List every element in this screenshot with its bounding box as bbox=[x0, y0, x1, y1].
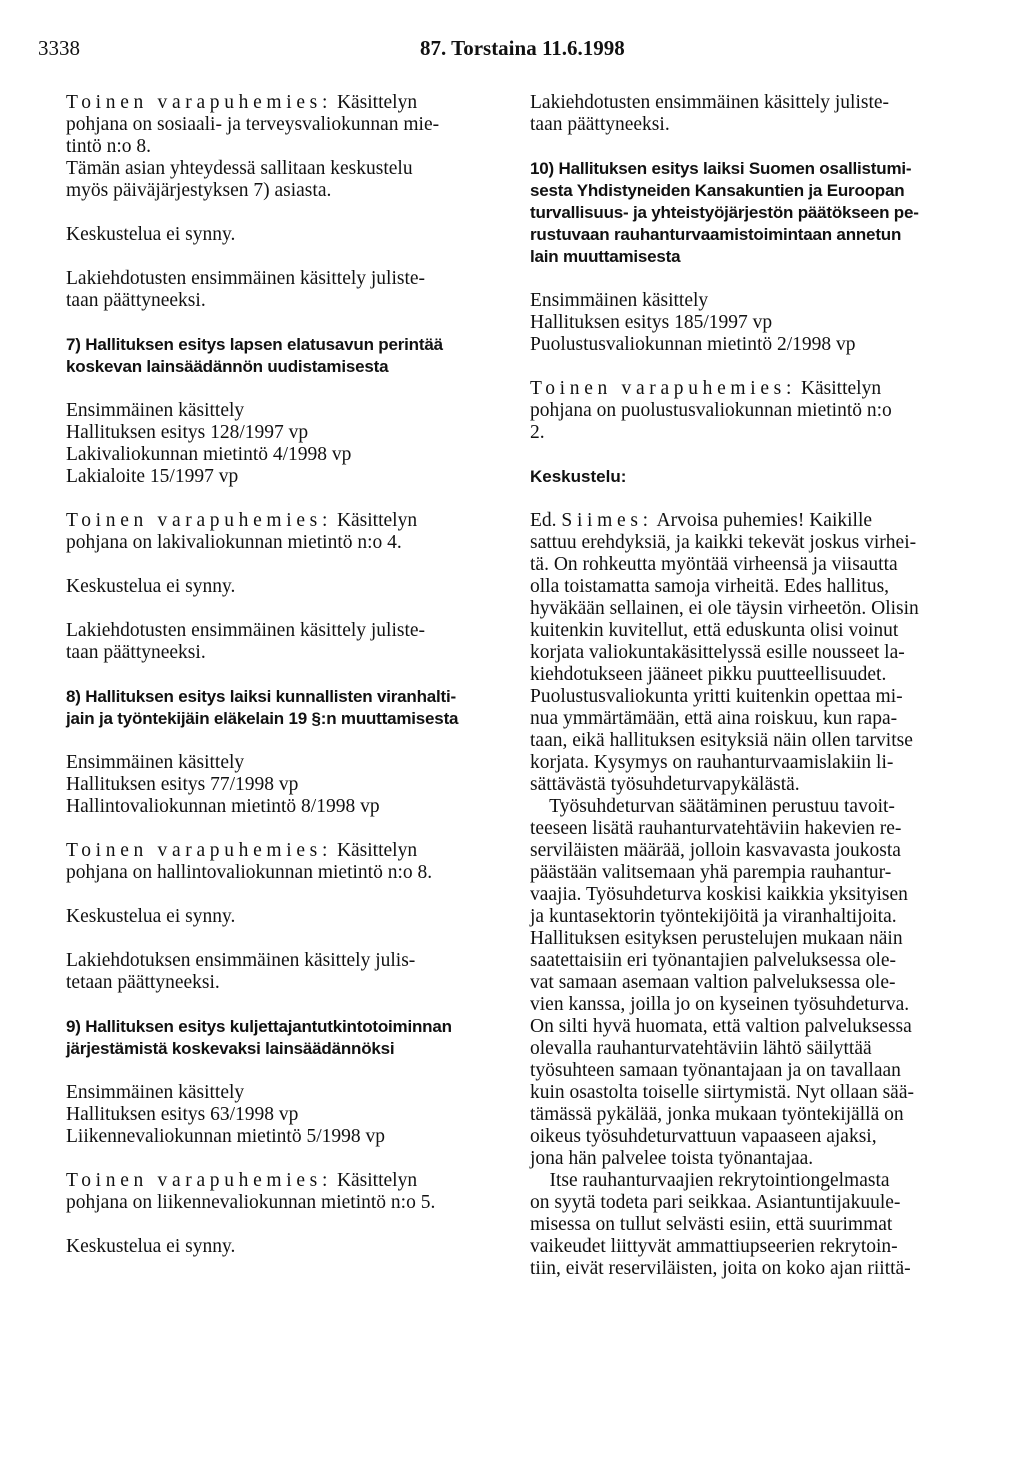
speech-line: sattuu erehdyksiä, ja kaikki tekevät joskus virhei- bbox=[530, 532, 917, 553]
text-line: tintö n:o 8. bbox=[66, 136, 152, 157]
speech-line: kuitenkin kuvitellut, että eduskunta olisi voinut bbox=[530, 620, 899, 641]
speech-line: kiehdotukseen jääneet pikku puutteellisuudet. bbox=[530, 664, 887, 685]
heading-line: jain ja työntekijäin eläkelain 19 §:n muuttamisesta bbox=[66, 709, 459, 728]
speech-line: olevalla rauhanturvatehtäviin lähtö säilyttää bbox=[530, 1038, 872, 1059]
no-discussion-note: Keskustelua ei synny. bbox=[66, 576, 236, 597]
heading-line: koskevan lainsäädännön uudistamisesta bbox=[66, 357, 389, 376]
text-line: Liikennevaliokunnan mietintö 5/1998 vp bbox=[66, 1126, 385, 1147]
text-line: pohjana on sosiaali- ja terveysvaliokunnan mie- bbox=[66, 114, 440, 135]
speech-line: vaikeudet liittyvät ammattiupseerien rekrytoin- bbox=[530, 1236, 898, 1257]
speaker-name: Toinen varapuhemies: bbox=[66, 840, 333, 861]
text-line: taan päättyneeksi. bbox=[66, 642, 206, 663]
speech-line: serviläisten määrää, jolloin kasvavasta joukosta bbox=[530, 840, 901, 861]
speaker-line bbox=[66, 840, 500, 862]
speech-line: kuin osastolta toiselle siirtymistä. Nyt ollaan sää- bbox=[530, 1082, 914, 1103]
speech-text: Käsittelyn bbox=[332, 840, 418, 861]
speaker-line bbox=[66, 510, 500, 532]
speech-line: olla toistamatta samoja virheitä. Edes hallitus, bbox=[530, 576, 890, 597]
text-line: Lakiehdotusten ensimmäinen käsittely juliste- bbox=[66, 268, 426, 289]
text-line: Hallituksen esitys 128/1997 vp bbox=[66, 422, 309, 443]
heading-line: rustuvaan rauhanturvaamistoimintaan annetun bbox=[530, 225, 902, 244]
speaker-line bbox=[530, 378, 967, 400]
speech-line: On silti hyvä huomata, että valtion palveluksessa bbox=[530, 1016, 912, 1037]
speech-line: ja kuntasektorin työntekijöitä ja viranhaltijoita. bbox=[530, 906, 897, 927]
speaker-line bbox=[66, 1170, 500, 1192]
text-line: Puolustusvaliokunnan mietintö 2/1998 vp bbox=[530, 334, 856, 355]
heading-line: järjestämistä koskevaksi lainsäädännöksi bbox=[66, 1039, 395, 1058]
text-line: Lakiehdotusten ensimmäinen käsittely juliste- bbox=[66, 620, 426, 641]
speaker-name: Toinen varapuhemies: bbox=[530, 378, 797, 399]
speech-text: Käsittelyn bbox=[332, 1170, 418, 1191]
agenda-item-heading bbox=[66, 1016, 500, 1060]
text-line: pohjana on lakivaliokunnan mietintö n:o 4. bbox=[66, 532, 402, 553]
speech-line: työsuhteen samaan työnantajaan ja on tavallaan bbox=[530, 1060, 901, 1081]
text-line: pohjana on puolustusvaliokunnan mietintö n:o bbox=[530, 400, 892, 421]
speech-text: Käsittelyn bbox=[332, 510, 418, 531]
speech-line: Hallituksen esityksen perustelujen mukaan näin bbox=[530, 928, 903, 949]
right-column bbox=[530, 92, 967, 1280]
text-line: Ensimmäinen käsittely bbox=[530, 290, 709, 311]
text-line: Lakivaliokunnan mietintö 4/1998 vp bbox=[66, 444, 352, 465]
agenda-item-heading bbox=[530, 158, 967, 268]
speech-line: taan, eikä hallituksen esityksiä näin ollen tarvitse bbox=[530, 730, 913, 751]
discussion-heading bbox=[530, 466, 967, 488]
speech-line: vien kanssa, joilla jo on kyseinen työsuhdeturva. bbox=[530, 994, 910, 1015]
page-number: 3338 bbox=[38, 36, 80, 60]
speaker-name: Toinen varapuhemies: bbox=[66, 92, 333, 113]
text-line: myös päiväjärjestyksen 7) asiasta. bbox=[66, 180, 332, 201]
speech-line: nua ymmärtämään, että aina roiskuu, kun rapa- bbox=[530, 708, 898, 729]
heading-line: 7) Hallituksen esitys lapsen elatusavun perintää bbox=[66, 335, 443, 354]
text-line: Hallituksen esitys 185/1997 vp bbox=[530, 312, 773, 333]
heading-line: lain muuttamisesta bbox=[530, 247, 681, 266]
speech-line: teeseen lisätä rauhanturvatehtäviin hakevien re- bbox=[530, 818, 902, 839]
speech-line: tiin, eivät reserviläisten, joita on koko ajan riittä- bbox=[530, 1258, 911, 1279]
text-line: Tämän asian yhteydessä sallitaan keskustelu bbox=[66, 158, 413, 179]
speaker-line bbox=[530, 510, 967, 532]
text-line: Hallituksen esitys 63/1998 vp bbox=[66, 1104, 299, 1125]
heading-line: 10) Hallituksen esitys laiksi Suomen osallistumi- bbox=[530, 159, 912, 178]
speech-line: tä. On rohkeutta myöntää virheensä ja viisautta bbox=[530, 554, 898, 575]
speech-line: Itse rauhanturvaajien rekrytointiongelmasta bbox=[530, 1170, 890, 1191]
text-line: Lakiehdotusten ensimmäinen käsittely juliste- bbox=[530, 92, 890, 113]
heading-line: 9) Hallituksen esitys kuljettajantutkintotoiminnan bbox=[66, 1017, 452, 1036]
speaker-line bbox=[66, 92, 500, 114]
speech-line: jona hän palvelee toista työnantajaa. bbox=[530, 1148, 814, 1169]
speech-line: korjata. Kysymys on rauhanturvaamislakiin li- bbox=[530, 752, 894, 773]
speaker-name: Toinen varapuhemies: bbox=[66, 1170, 333, 1191]
text-line: pohjana on hallintovaliokunnan mietintö n:o 8. bbox=[66, 862, 433, 883]
speech-line: korjata valiokuntakäsittelyssä esille nousseet la- bbox=[530, 642, 905, 663]
no-discussion-note: Keskustelua ei synny. bbox=[66, 1236, 236, 1257]
speech-line: Työsuhdeturvan säätäminen perustuu tavoit- bbox=[530, 796, 895, 817]
heading-line: turvallisuus- ja yhteistyöjärjestön päätökseen pe- bbox=[530, 203, 919, 222]
heading-line: sesta Yhdistyneiden Kansakuntien ja Euroopan bbox=[530, 181, 905, 200]
agenda-item-heading bbox=[66, 334, 500, 378]
speech-line: vaajia. Työsuhdeturva koskisi kaikkia yksityisen bbox=[530, 884, 908, 905]
speech-line: oikeus työsuhdeturvattuun vapaaseen ajaksi, bbox=[530, 1126, 877, 1147]
text-line: Ensimmäinen käsittely bbox=[66, 400, 245, 421]
no-discussion-note: Keskustelua ei synny. bbox=[66, 906, 236, 927]
speaker-name: Siimes: bbox=[561, 510, 653, 531]
heading-line: 8) Hallituksen esitys laiksi kunnallisten viranhalti- bbox=[66, 687, 456, 706]
text-line: pohjana on liikennevaliokunnan mietintö n:o 5. bbox=[66, 1192, 436, 1213]
speech-line: saatettaisiin eri työnantajien palveluksessa ole- bbox=[530, 950, 897, 971]
speech-line: tämässä pykälää, jonka mukaan työntekijällä on bbox=[530, 1104, 904, 1125]
speech-line: hyväkään sellainen, ei ole täysin virheetön. Olisin bbox=[530, 598, 919, 619]
text-line: taan päättyneeksi. bbox=[530, 114, 670, 135]
speech-text: Arvoisa puhemies! Kaikille bbox=[652, 510, 873, 531]
speaker-prefix: Ed. bbox=[530, 510, 562, 531]
speech-line: on syytä todeta pari seikkaa. Asiantuntijakuule- bbox=[530, 1192, 901, 1213]
speech-body bbox=[530, 532, 967, 1280]
text-line: Ensimmäinen käsittely bbox=[66, 752, 245, 773]
left-column bbox=[66, 92, 500, 1258]
speech-text: Käsittelyn bbox=[332, 92, 418, 113]
speech-line: Puolustusvaliokunta yritti kuitenkin opettaa mi- bbox=[530, 686, 903, 707]
heading-line: Keskustelu: bbox=[530, 467, 627, 486]
text-line: Lakiehdotuksen ensimmäinen käsittely julis- bbox=[66, 950, 416, 971]
text-line: Hallituksen esitys 77/1998 vp bbox=[66, 774, 299, 795]
text-line: tetaan päättyneeksi. bbox=[66, 972, 220, 993]
speech-line: sättävästä työsuhdeturvapykälästä. bbox=[530, 774, 800, 795]
agenda-item-heading bbox=[66, 686, 500, 730]
text-line: Lakialoite 15/1997 vp bbox=[66, 466, 239, 487]
text-line: Hallintovaliokunnan mietintö 8/1998 vp bbox=[66, 796, 380, 817]
running-header: 87. Torstaina 11.6.1998 bbox=[420, 36, 625, 60]
speech-text: Käsittelyn bbox=[796, 378, 882, 399]
speech-line: päästään valitsemaan yhä parempia rauhantur- bbox=[530, 862, 892, 883]
speaker-name: Toinen varapuhemies: bbox=[66, 510, 333, 531]
speech-line: vat samaan asemaan valtion palveluksessa ole- bbox=[530, 972, 896, 993]
text-line: Ensimmäinen käsittely bbox=[66, 1082, 245, 1103]
text-line: taan päättyneeksi. bbox=[66, 290, 206, 311]
speech-line: misessa on tullut selvästi esiin, että suurimmat bbox=[530, 1214, 893, 1235]
text-line: 2. bbox=[530, 422, 545, 443]
no-discussion-note: Keskustelua ei synny. bbox=[66, 224, 236, 245]
